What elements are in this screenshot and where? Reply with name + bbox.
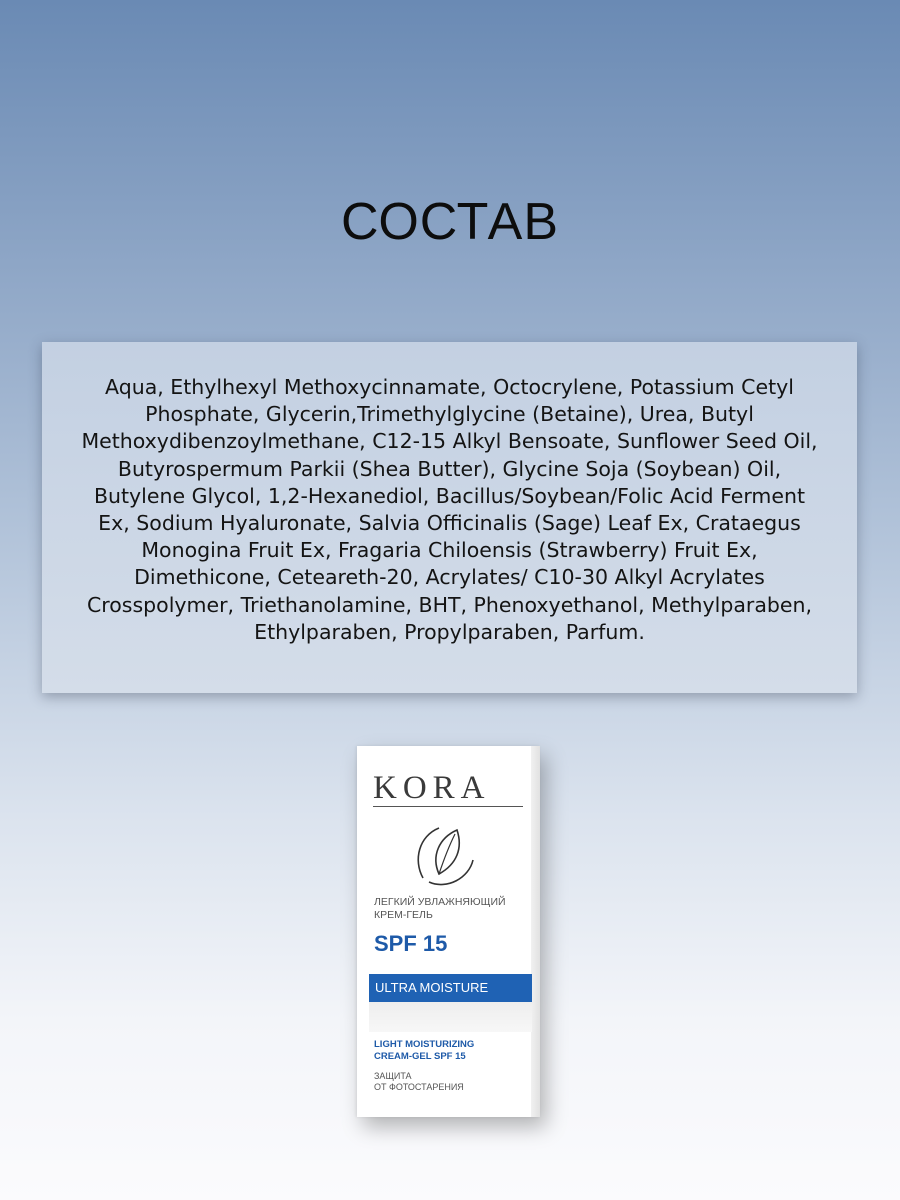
ingredients-text: Aqua, Ethylhexyl Methoxycinnamate, Octocrylene, Potassium Cetyl Phosphate, Glycerin,Trimethylglycine (Betaine), Urea, Butyl Methoxydibenzoylmethane, C12-15 Alkyl Bensoate, Sunflower Seed Oil, Butyrospermum Parkii (Shea Butter), Glycine Soja (Soybean) Oil, Butylene Glycol, 1,2-Hexanediol, Bacillus/Soybean/Folic Acid Ferment Ex, Sodium Hyaluronate, Salvia Officinalis (Sage) Leaf Ex, Crataegus Monogina Fruit Ex, Fragaria Chiloensis (Strawberry) Fruit Ex, Dimethicone, Ceteareth-20, Acrylates/ C10-30 Alkyl Acrylates Crosspolymer, Triethanolamine, BHT, Phenoxyethanol, Methylparaben, Ethylparaben, Propylparaben, Parfum. [81, 375, 818, 644]
product-name-en-line1: LIGHT MOISTURIZING [374, 1039, 475, 1050]
grey-stripe [369, 1002, 532, 1032]
protection-note [374, 1071, 464, 1093]
ultra-moisture-band: ULTRA MOISTURE [369, 974, 532, 1002]
product-name-ru [374, 896, 506, 922]
product-name-ru-line1: ЛЕГКИЙ УВЛАЖНЯЮЩИЙ [374, 896, 506, 908]
product-name-en [374, 1039, 474, 1063]
product-name-en-line2: CREAM-GEL SPF 15 [374, 1051, 466, 1062]
page-title: СОСТАВ [340, 193, 560, 251]
spf-label: SPF 15 [374, 931, 448, 956]
ingredients-card [42, 342, 857, 693]
protection-note-line2: ОТ ФОТОСТАРЕНИЯ [374, 1082, 464, 1092]
product-box [357, 746, 540, 1117]
protection-note-line1: ЗАЩИТА [374, 1071, 412, 1081]
box-side-edge [531, 746, 540, 1117]
leaf-circle-icon [405, 816, 485, 896]
brand-logo: KORA [373, 770, 491, 806]
product-name-ru-line2: КРЕМ-ГЕЛЬ [374, 909, 433, 921]
brand-underline [373, 806, 523, 807]
